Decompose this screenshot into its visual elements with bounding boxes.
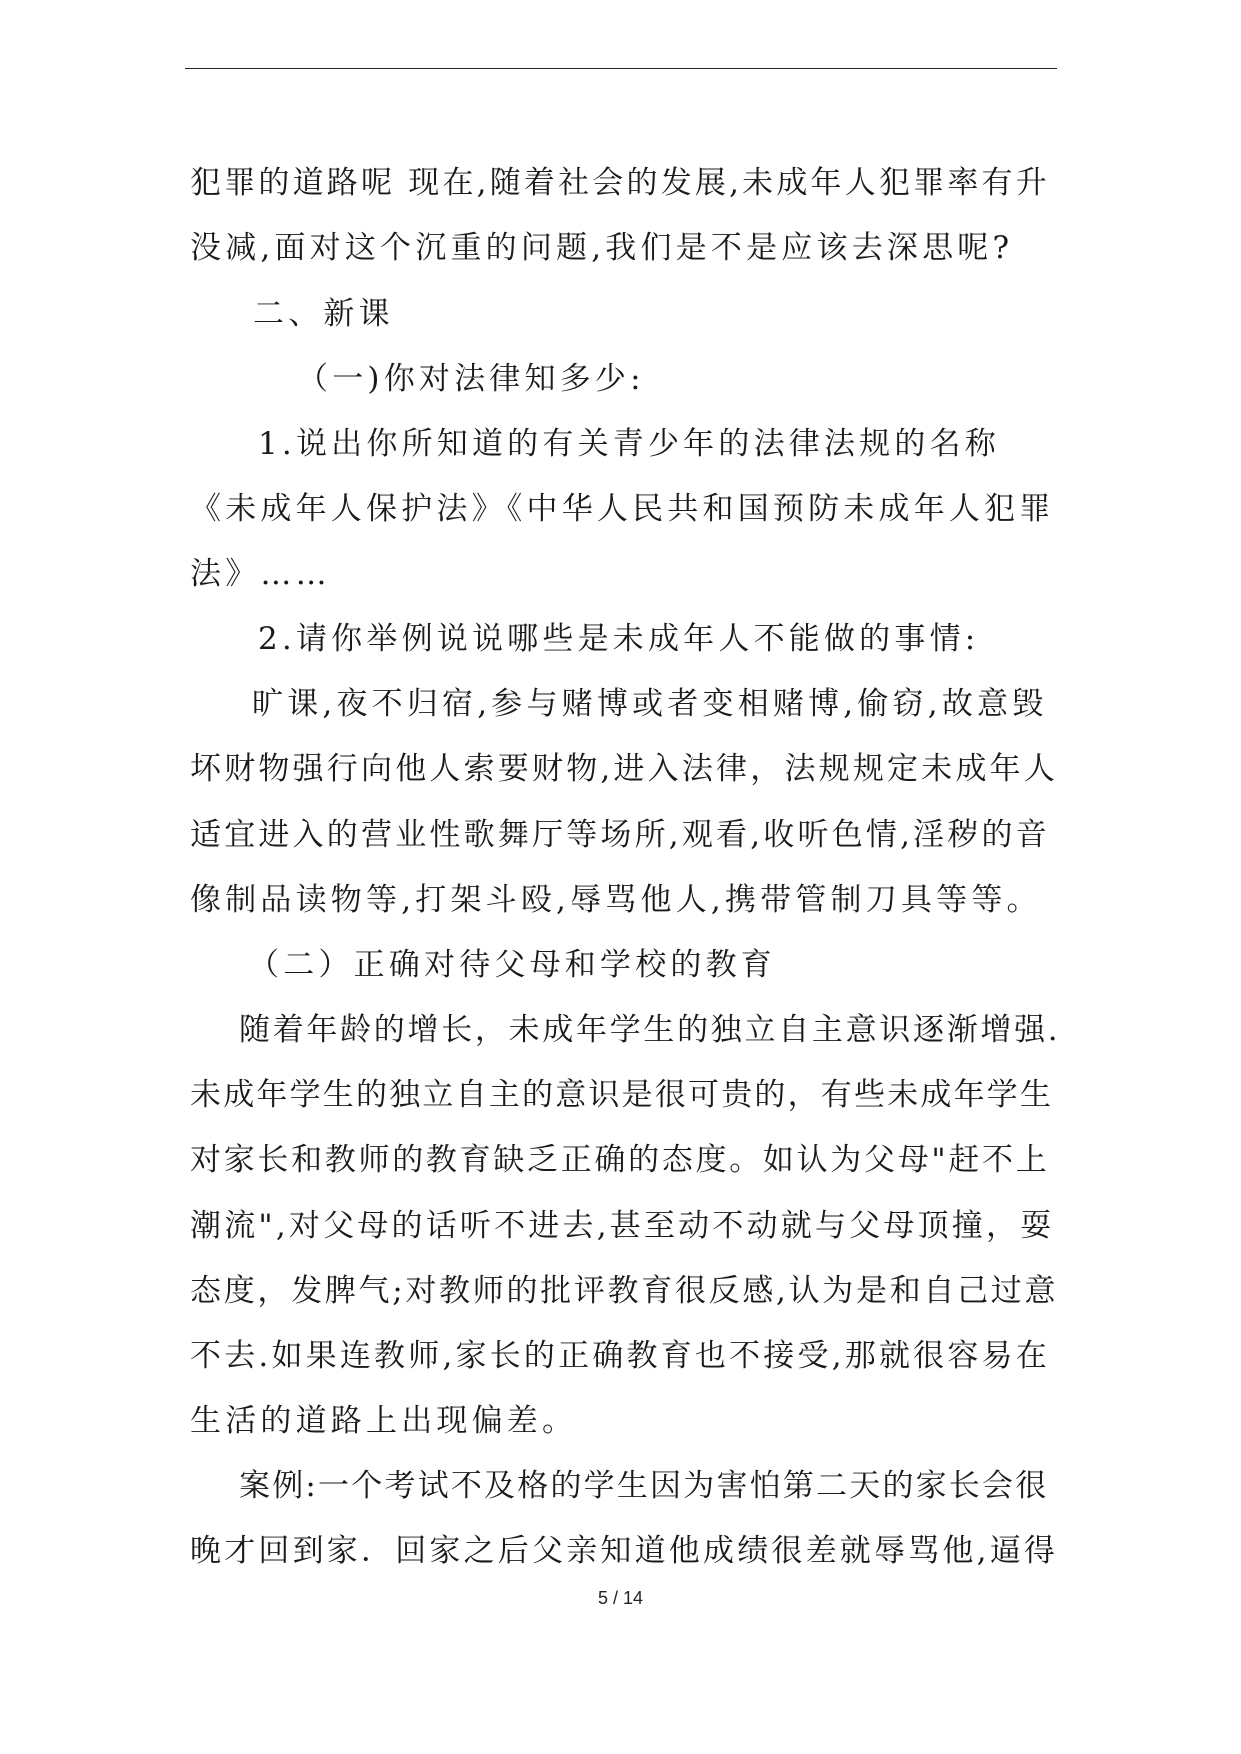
- page-number: 5 / 14: [597, 1588, 644, 1608]
- text-line: 晚才回到家．回家之后父亲知道他成绩很差就辱骂他,逼得: [190, 1533, 1059, 1569]
- section-heading: 二、新课: [253, 296, 394, 332]
- text-line: 没减,面对这个沉重的问题,我们是不是应该去深思呢?: [190, 230, 1014, 266]
- list-item: 1.说出你所知道的有关青少年的法律法规的名称: [258, 426, 1000, 462]
- text-line: 适宜进入的营业性歌舞厅等场所,观看,收听色情,淫秽的音: [190, 817, 1050, 853]
- text-line: 潮流",对父母的话听不进去,甚至动不动就与父母顶撞，耍: [190, 1208, 1055, 1244]
- text-line: 像制品读物等,打架斗殴,辱骂他人,携带管制刀具等等。: [190, 882, 1042, 918]
- text-line: 对家长和教师的教育缺乏正确的态度。如认为父母"赶不上: [190, 1142, 1050, 1178]
- text-line: 未成年学生的独立自主的意识是很可贵的，有些未成年学生: [190, 1077, 1054, 1113]
- list-item: 2.请你举例说说哪些是未成年人不能做的事情:: [258, 621, 980, 657]
- text-line: 《未成年人保护法》《中华人民共和国预防未成年人犯罪: [190, 491, 1055, 527]
- header-rule: [185, 68, 1057, 69]
- text-line: 生活的道路上出现偏差。: [190, 1403, 578, 1439]
- text-line: 案例:一个考试不及格的学生因为害怕第二天的家长会很: [239, 1468, 1049, 1504]
- subsection-heading: （一)你对法律知多少:: [297, 361, 645, 397]
- text-line: 法》……: [190, 556, 331, 592]
- text-line: 不去.如果连教师,家长的正确教育也不接受,那就很容易在: [190, 1338, 1050, 1374]
- text-line: 犯罪的道路呢 现在,随着社会的发展,未成年人犯罪率有升: [190, 165, 1050, 201]
- text-line: 态度，发脾气;对教师的批评教育很反感,认为是和自己过意: [190, 1273, 1059, 1309]
- text-line: 坏财物强行向他人索要财物,进入法律，法规规定未成年人: [190, 751, 1059, 787]
- text-line: 旷课,夜不归宿,参与赌博或者变相赌博,偷窃,故意毁: [252, 686, 1048, 722]
- subsection-heading: （二）正确对待父母和学校的教育: [248, 947, 776, 983]
- text-line: 随着年龄的增长，未成年学生的独立自主意识逐渐增强.: [239, 1012, 1061, 1048]
